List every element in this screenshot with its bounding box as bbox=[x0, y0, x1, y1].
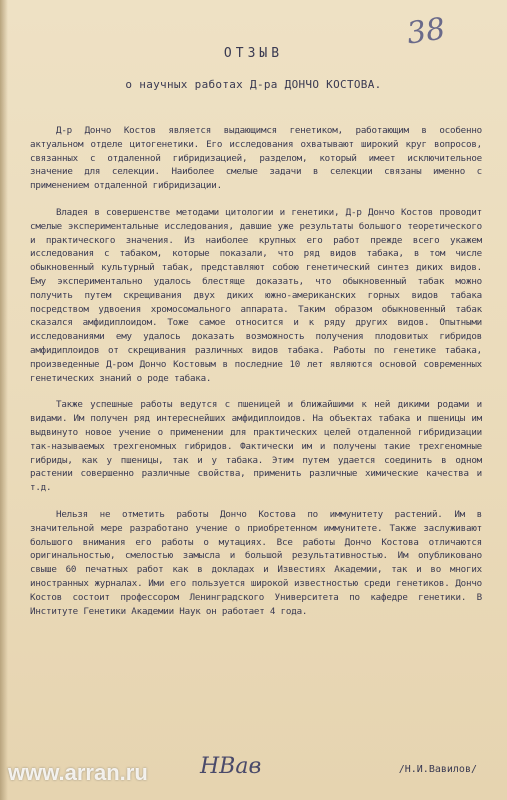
document-title: ОТЗЫВ bbox=[223, 46, 284, 61]
signer-name: /Н.И.Вавилов/ bbox=[398, 764, 477, 775]
paragraph: Также успешные работы ведутся с пшеницей и ближайшими к ней дикими родами и видами. Им получен ряд интереснейших амфидиплоидов. На объектах табака и пшеницы им выдвинуто новое учение о применении для практических целей отдаленной гибридизации так-называемых трехгеномных гибридов. Фактически им и получены такие трехгеномные гибриды, как у пшеницы, так и у табака. Этим путем удается соединить в одном растении совершенно различные свойства, применить различные химические качества и т.д. bbox=[30, 399, 482, 494]
signature-block bbox=[30, 754, 485, 792]
paragraph: Нельзя не отметить работы Дончо Костова по иммунитету растений. Им в значительной мере разработано учение о приобретенном иммунитете. Также заслуживают большого внимания его работы о мутациях. Все работы Дончо Костова отличаются оригинальностью, смелостью замысла и большой результативностью. Им опубликовано свыше 60 печатных работ как в докладах и Известиях Академии, так и во многих иностранных журналах. Ими его пользуется широкой известностью среди генетиков. Дончо Костов состоит профессором Ленинградского Университета по кафедре генетики. В Институте Генетики Академии Наук он работает 4 года. bbox=[30, 508, 482, 617]
document-subtitle: о научных работах Д-ра ДОНЧО КОСТОВА. bbox=[125, 78, 382, 91]
document-body bbox=[30, 124, 482, 631]
paragraph: Владея в совершенстве методами цитологии и генетики, Д-р Дончо Костов проводит смелые экспериментальные исследования, давшие уже результаты большого теоретического и практического значения. Из наиболее крупных его работ прежде всего укажем исследования с табаком, которые показали, что ряд видов табака, в том числе обыкновенный культурный табак, представляют собою генетический синтез диких видов. Ему экспериментально удалось блестяще доказать, что обыкновенный табак можно получить путем скрещивания двух диких южно-американских горных видов табака посредством удвоения хромосомального аппарата. Таким образом обыкновенный табак сказался амфидиплоидом. Тоже самое относится и к ряду других видов. Опытными исследованиями ему удалось доказать возможность получения плодовитых гибридов амфидиплоидов от скрещивания различных видов табака. Работы по генетике табака, произведенные Д-ром Дончо Костовым в последние 10 лет являются основой современных генетических знаний о роде табака. bbox=[30, 206, 482, 384]
page-number: 38 bbox=[404, 11, 448, 52]
handwritten-signature: НВав bbox=[200, 754, 262, 779]
paragraph: Д-р Дончо Костов является выдающимся генетиком, работающим в особенно актуальном отделе цитогенетики. Его исследования охватывают широкий круг вопросов, связанных с отдаленной гибридизацией, разделом, который имеет исключительное значение для селекции. Наиболее смелые задачи в селекции связаны именно с применением отдаленной гибридизации. bbox=[30, 125, 482, 192]
site-watermark: www.arran.ru bbox=[8, 760, 148, 785]
